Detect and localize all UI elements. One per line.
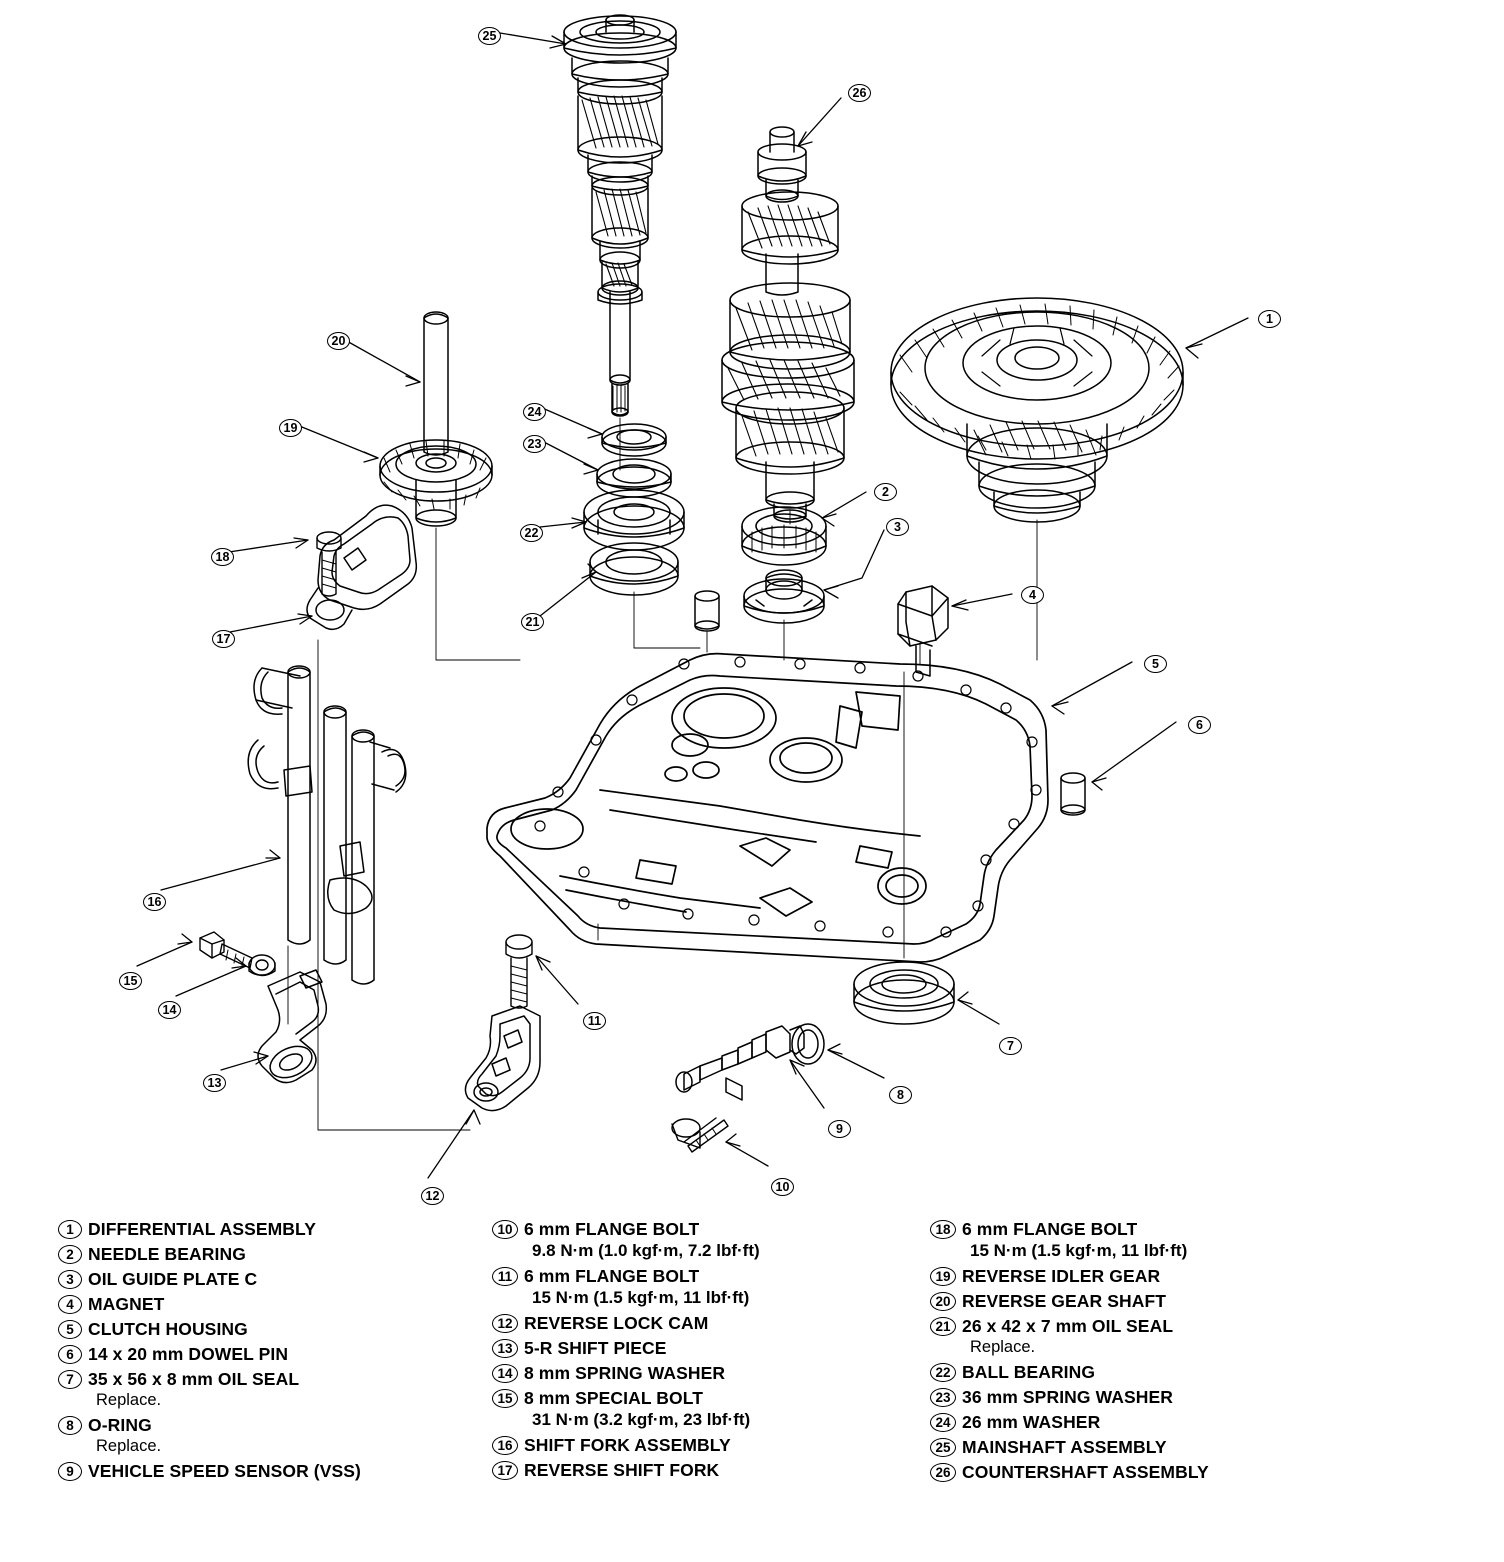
legend-torque: 9.8 N·m (1.0 kgf·m, 7.2 lbf·ft)	[532, 1241, 760, 1260]
differential-assembly	[891, 298, 1183, 522]
legend-label: MAINSHAFT ASSEMBLY	[962, 1437, 1167, 1457]
legend-item	[492, 1459, 912, 1481]
legend-label: 6 mm FLANGE BOLT	[962, 1219, 1138, 1239]
countershaft-assembly	[722, 127, 854, 522]
shift-piece-5r-13	[258, 970, 326, 1084]
callout-26: 26	[848, 84, 871, 102]
legend-number: 8	[58, 1416, 82, 1435]
callout-3: 3	[886, 518, 909, 536]
leader-lines	[137, 32, 1248, 1178]
callout-21: 21	[521, 613, 544, 631]
legend-label: 14 x 20 mm DOWEL PIN	[88, 1344, 289, 1364]
callout-2: 2	[874, 483, 897, 501]
legend-label: OIL GUIDE PLATE C	[88, 1269, 258, 1289]
callout-9: 9	[828, 1120, 851, 1138]
callout-10: 10	[771, 1178, 794, 1196]
legend-number: 15	[492, 1389, 518, 1408]
dowel-pin-6-left	[695, 591, 719, 631]
clutch-housing	[487, 654, 1048, 962]
legend-label: SHIFT FORK ASSEMBLY	[524, 1435, 731, 1455]
legend-label: NEEDLE BEARING	[88, 1244, 246, 1264]
legend-number: 20	[930, 1292, 956, 1311]
legend-item	[58, 1243, 458, 1265]
needle-bearing-2	[742, 507, 826, 565]
legend-number: 12	[492, 1314, 518, 1333]
legend-item	[492, 1265, 912, 1309]
legend-item	[492, 1362, 912, 1384]
callout-12: 12	[421, 1187, 444, 1205]
vehicle-speed-sensor-9	[676, 1026, 804, 1100]
legend-column-1	[58, 1218, 458, 1485]
parts-legend	[0, 1218, 1504, 1562]
legend-label: REVERSE GEAR SHAFT	[962, 1291, 1167, 1311]
legend-label: COUNTERSHAFT ASSEMBLY	[962, 1462, 1209, 1482]
legend-label: MAGNET	[88, 1294, 165, 1314]
reverse-gear-shaft	[424, 312, 448, 455]
legend-number: 21	[930, 1317, 956, 1336]
reverse-idler-gear	[380, 440, 492, 526]
legend-item	[492, 1218, 912, 1262]
legend-number: 10	[492, 1220, 518, 1239]
magnet-4	[898, 586, 948, 676]
callout-13: 13	[203, 1074, 226, 1092]
legend-item	[930, 1461, 1350, 1483]
legend-note: Replace.	[970, 1338, 1036, 1356]
callout-20: 20	[327, 332, 350, 350]
legend-label: BALL BEARING	[962, 1362, 1096, 1382]
legend-label: DIFFERENTIAL ASSEMBLY	[88, 1219, 317, 1239]
legend-item	[58, 1460, 458, 1482]
oil-seal-26x42x7-21	[590, 543, 678, 595]
legend-label: 6 mm FLANGE BOLT	[524, 1266, 700, 1286]
reverse-shift-fork	[307, 505, 416, 629]
legend-number: 6	[58, 1345, 82, 1364]
legend-label: CLUTCH HOUSING	[88, 1319, 248, 1339]
legend-item	[930, 1265, 1350, 1287]
legend-number: 19	[930, 1267, 956, 1286]
reverse-lock-cam-12	[465, 1006, 540, 1111]
legend-item	[58, 1293, 458, 1315]
legend-torque: 31 N·m (3.2 kgf·m, 23 lbf·ft)	[532, 1410, 751, 1429]
legend-label: O-RING	[88, 1415, 152, 1435]
callout-17: 17	[212, 630, 235, 648]
legend-label: 36 mm SPRING WASHER	[962, 1387, 1173, 1407]
legend-item	[930, 1218, 1350, 1262]
legend-item	[58, 1343, 458, 1365]
legend-item	[492, 1337, 912, 1359]
mainshaft-assembly	[564, 15, 676, 416]
legend-label: REVERSE IDLER GEAR	[962, 1266, 1161, 1286]
legend-label: 8 mm SPRING WASHER	[524, 1363, 726, 1383]
legend-label: 26 x 42 x 7 mm OIL SEAL	[962, 1316, 1174, 1336]
callout-23: 23	[523, 435, 546, 453]
callout-11: 11	[583, 1012, 606, 1030]
legend-number: 9	[58, 1462, 82, 1481]
flange-bolt-10	[672, 1118, 728, 1152]
special-bolt-8mm-15	[200, 932, 252, 968]
legend-number: 4	[58, 1295, 82, 1314]
callout-1: 1	[1258, 310, 1281, 328]
legend-number: 16	[492, 1436, 518, 1455]
oil-seal-35x56x8-7	[854, 962, 954, 1024]
legend-note: Replace.	[96, 1437, 162, 1455]
callout-6: 6	[1188, 716, 1211, 734]
legend-number: 18	[930, 1220, 956, 1239]
legend-number: 23	[930, 1388, 956, 1407]
callout-5: 5	[1144, 655, 1167, 673]
callout-25: 25	[478, 27, 501, 45]
legend-item	[492, 1434, 912, 1456]
legend-item	[930, 1386, 1350, 1408]
callout-8: 8	[889, 1086, 912, 1104]
flange-bolt-11	[506, 935, 532, 1008]
callout-7: 7	[999, 1037, 1022, 1055]
legend-item	[58, 1268, 458, 1290]
legend-number: 25	[930, 1438, 956, 1457]
legend-column-3	[930, 1218, 1350, 1486]
legend-number: 3	[58, 1270, 82, 1289]
spring-washer-8mm-14	[249, 955, 275, 976]
legend-number: 22	[930, 1363, 956, 1382]
legend-number: 1	[58, 1220, 82, 1239]
callout-4: 4	[1021, 586, 1044, 604]
shift-fork-assembly	[248, 666, 406, 984]
legend-column-2	[492, 1218, 912, 1484]
oil-guide-plate-c-3	[744, 570, 824, 623]
legend-number: 2	[58, 1245, 82, 1264]
legend-item	[58, 1218, 458, 1240]
legend-item	[492, 1312, 912, 1334]
callout-15: 15	[119, 972, 142, 990]
legend-label: 5-R SHIFT PIECE	[524, 1338, 667, 1358]
dowel-pin-6-right	[1061, 773, 1085, 815]
legend-item	[930, 1411, 1350, 1433]
legend-item	[930, 1290, 1350, 1312]
legend-item	[58, 1368, 458, 1411]
legend-note: Replace.	[96, 1391, 162, 1409]
legend-item	[58, 1318, 458, 1340]
washer-26mm-24	[602, 424, 666, 456]
legend-label: 35 x 56 x 8 mm OIL SEAL	[88, 1369, 300, 1389]
legend-torque: 15 N·m (1.5 kgf·m, 11 lbf·ft)	[970, 1241, 1188, 1260]
ball-bearing-22	[584, 490, 684, 550]
legend-number: 24	[930, 1413, 956, 1432]
legend-label: 26 mm WASHER	[962, 1412, 1101, 1432]
legend-number: 7	[58, 1370, 82, 1389]
spring-washer-36mm-23	[597, 459, 671, 497]
legend-item	[930, 1436, 1350, 1458]
legend-number: 13	[492, 1339, 518, 1358]
legend-item	[930, 1315, 1350, 1358]
callout-22: 22	[520, 524, 543, 542]
legend-number: 17	[492, 1461, 518, 1480]
legend-number: 11	[492, 1267, 518, 1286]
legend-item	[930, 1361, 1350, 1383]
callout-14: 14	[158, 1001, 181, 1019]
legend-label: 6 mm FLANGE BOLT	[524, 1219, 700, 1239]
legend-number: 14	[492, 1364, 518, 1383]
legend-torque: 15 N·m (1.5 kgf·m, 11 lbf·ft)	[532, 1288, 750, 1307]
callout-16: 16	[143, 893, 166, 911]
legend-number: 5	[58, 1320, 82, 1339]
callout-19: 19	[279, 419, 302, 437]
legend-number: 26	[930, 1463, 956, 1482]
legend-label: 8 mm SPECIAL BOLT	[524, 1388, 703, 1408]
callout-18: 18	[211, 548, 234, 566]
callout-24: 24	[523, 403, 546, 421]
legend-item	[492, 1387, 912, 1431]
legend-label: REVERSE SHIFT FORK	[524, 1460, 720, 1480]
legend-label: VEHICLE SPEED SENSOR (VSS)	[88, 1461, 361, 1481]
o-ring-8	[792, 1024, 824, 1064]
legend-item	[58, 1414, 458, 1457]
legend-label: REVERSE LOCK CAM	[524, 1313, 709, 1333]
